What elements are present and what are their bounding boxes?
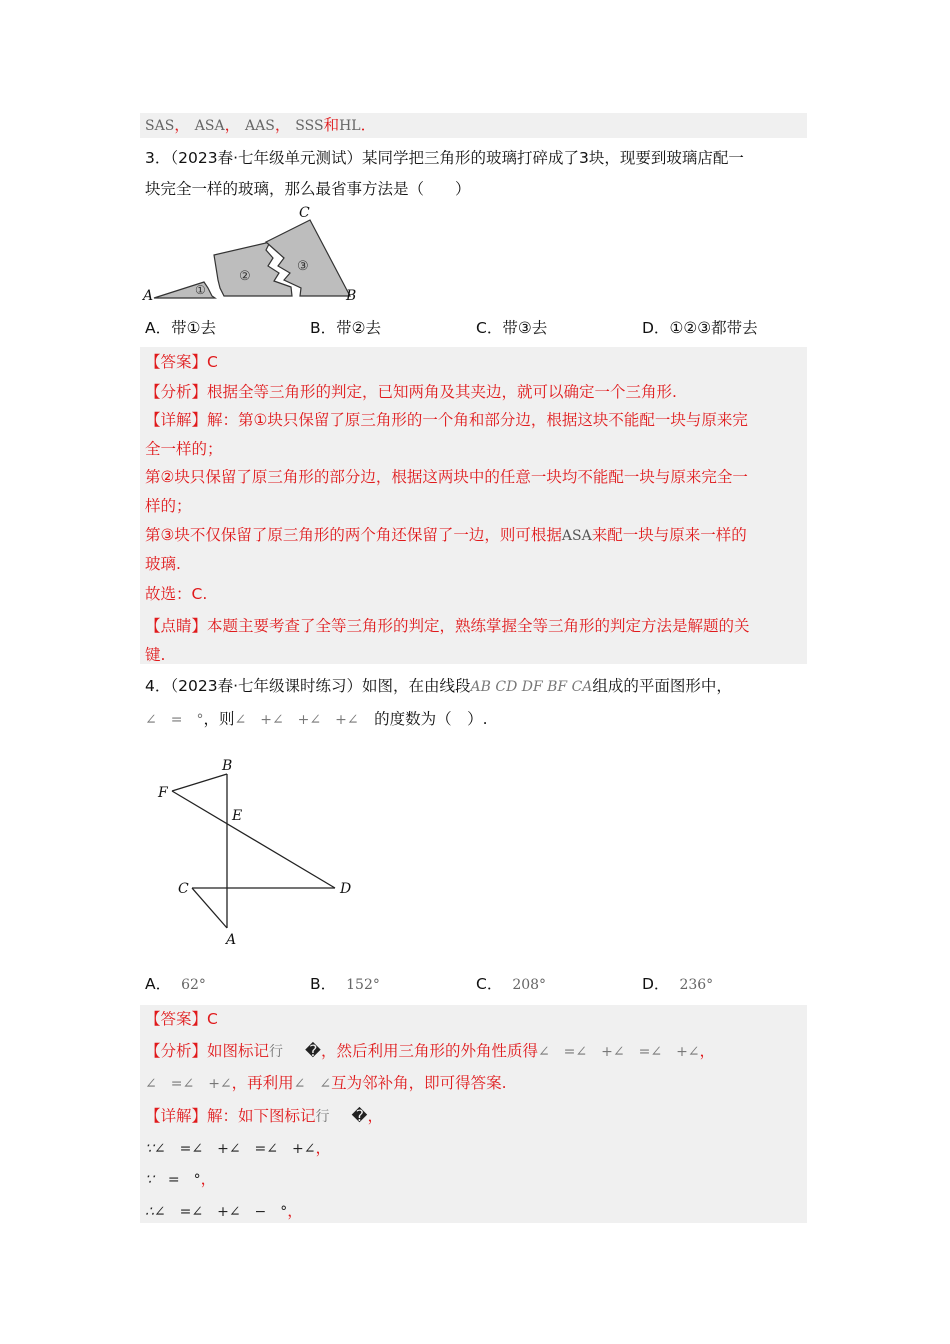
q3-answer: 【答案】C (145, 353, 218, 371)
q4-stem-line1: 4．（2023春·七年级课时练习）如图，在由线段AB CD DF BF CA组成的平面图形中， (145, 677, 732, 695)
congruence-criteria-line: SAS， ASA， AAS， SSS和HL． (145, 116, 377, 134)
q3-stem-line2: 块完全一样的玻璃，那么最省事方法是（ ） (145, 180, 471, 198)
glass-piece-1 (154, 282, 215, 298)
q4-option-d[interactable]: D． 236° (642, 975, 714, 993)
criterion-sas: SAS (145, 118, 175, 134)
point-b-label: B (222, 758, 233, 774)
q3-option-b[interactable]: B．带②去 (310, 319, 382, 337)
q4-number: 4． (145, 677, 171, 695)
q4-detail-line4: ∴∠ =∠ +∠ − °， (145, 1202, 303, 1220)
q4-stem-line2: ∠ = °，则∠ +∠ +∠ +∠ 的度数为（ ）. (145, 710, 488, 728)
q4-source: （2023春·七年级课时练习） (170, 677, 362, 695)
q3-source: （2023春·七年级单元测试） (170, 149, 362, 167)
point-f-label: F (158, 785, 168, 801)
q3-detail-line3: 第②块只保留了原三角形的部分边，根据这两块中的任意一块均不能配一块与原来完全一 (145, 468, 748, 486)
asa-math: ASA (561, 528, 592, 544)
q4-detail-line2: ∵∠ =∠ +∠ =∠ +∠， (145, 1139, 331, 1157)
q4-detail-line3: ∵ = °， (145, 1170, 217, 1188)
q3-detail-line2: 全一样的； (145, 440, 223, 458)
q3-analysis: 【分析】根据全等三角形的判定，已知两角及其夹边，就可以确定一个三角形. (145, 383, 677, 401)
q4-analysis-line2: ∠ =∠ +∠，再利用∠ ∠互为邻补角，即可得答案. (145, 1074, 507, 1092)
q3-detail-line7: 故选：C. (145, 585, 208, 603)
piece-3-label: ③ (297, 259, 309, 274)
q4-option-b[interactable]: B． 152° (310, 975, 380, 993)
criterion-hl: HL (339, 118, 361, 134)
point-a-label: A (226, 932, 237, 948)
q4-segments: AB CD DF BF CA (470, 679, 593, 695)
q3-detail-line6: 玻璃. (145, 555, 181, 573)
criterion-aas: AAS (245, 118, 275, 134)
vertex-b-label: B (346, 288, 357, 304)
point-d-label: D (340, 881, 352, 897)
q3-option-d[interactable]: D．①②③都带去 (642, 319, 758, 337)
q4-detail-line1: 【详解】解：如下图标记行 �， (145, 1107, 383, 1125)
point-c-label: C (178, 881, 189, 897)
q3-option-a[interactable]: A．带①去 (145, 319, 217, 337)
q4-option-c[interactable]: C． 208° (476, 975, 547, 993)
vertex-a-label: A (143, 288, 154, 304)
q4-option-a[interactable]: A． 62° (145, 975, 206, 993)
q3-comment-line1: 【点睛】本题主要考查了全等三角形的判定，熟练掌握全等三角形的判定方法是解题的关 (145, 617, 750, 635)
point-e-label: E (232, 808, 243, 824)
q3-broken-triangle-figure (140, 200, 370, 306)
q4-figure (150, 750, 370, 955)
q4-analysis-line1: 【分析】如图标记行 �，然后利用三角形的外角性质得∠ =∠ +∠ =∠ +∠， (145, 1042, 716, 1060)
segment-ca (192, 888, 227, 928)
q3-number: 3． (145, 149, 171, 167)
segment-bf (172, 774, 227, 791)
vertex-c-label: C (299, 205, 310, 221)
q3-detail-line5: 第③块不仅保留了原三角形的两个角还保留了一边，则可根据ASA来配一块与原来一样的 (145, 526, 747, 544)
segment-fd (172, 791, 335, 888)
q3-stem-line1: 3．（2023春·七年级单元测试）某同学把三角形的玻璃打碎成了3块，现要到玻璃店配一 (145, 149, 744, 167)
q3-detail-line1: 【详解】解：第①块只保留了原三角形的一个角和部分边，根据这块不能配一块与原来完 (145, 411, 748, 429)
piece-1-label: ① (195, 283, 206, 297)
criterion-sss: SSS (295, 118, 324, 134)
q3-detail-line4: 样的； (145, 497, 192, 515)
q3-comment-line2: 键. (145, 646, 166, 664)
piece-2-label: ② (239, 269, 251, 284)
q3-option-c[interactable]: C．带③去 (476, 319, 548, 337)
criterion-asa: ASA (194, 118, 225, 134)
q4-answer: 【答案】C (145, 1010, 218, 1028)
